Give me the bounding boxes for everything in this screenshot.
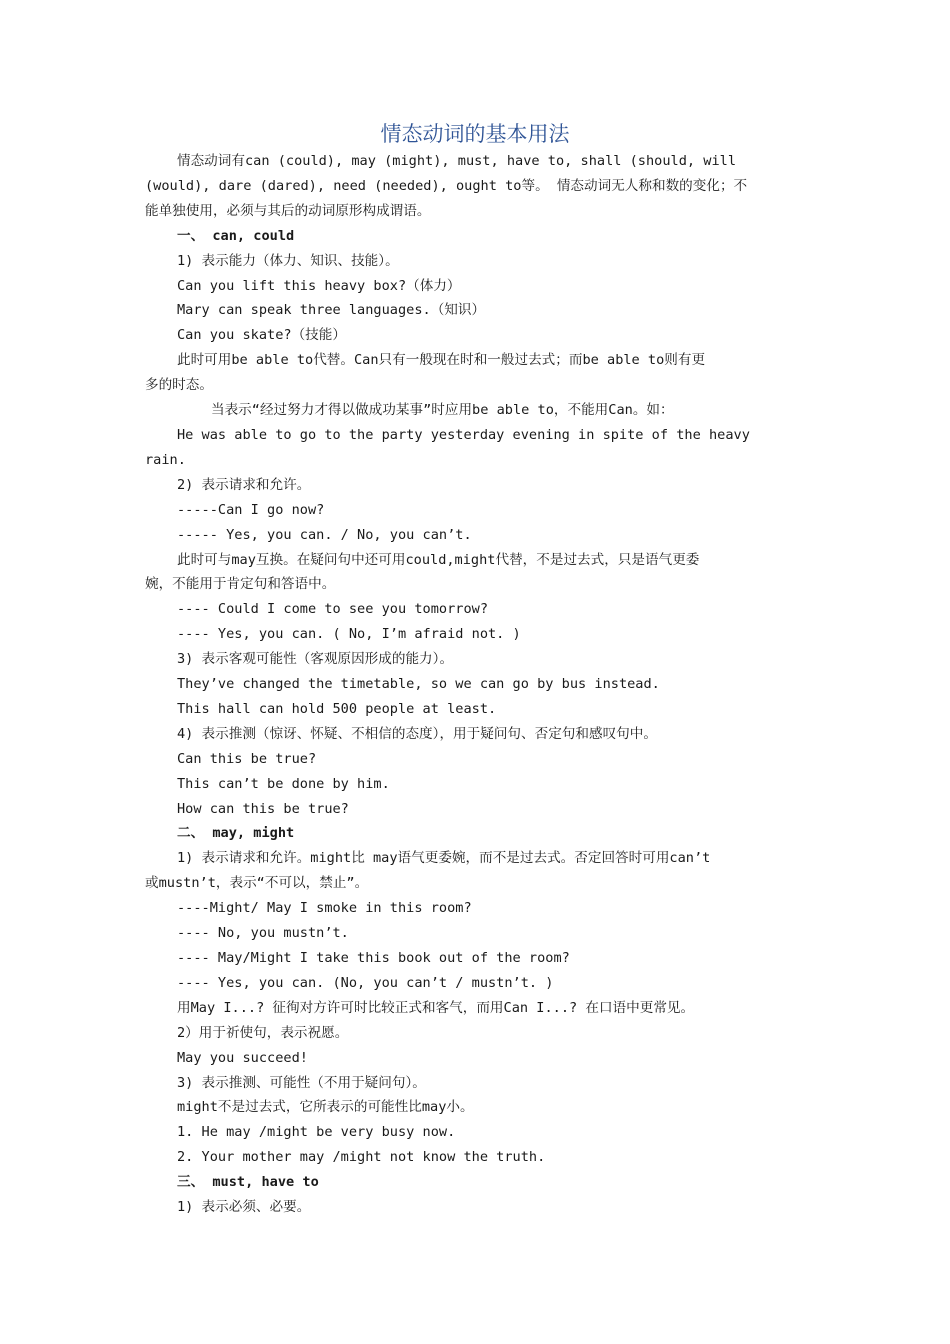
text-line: Can this be true?	[177, 750, 317, 767]
text-line: 多的时态。	[145, 377, 213, 394]
text-line: 此时可用be able to代替。Can只有一般现在时和一般过去式；而be able to则有更	[177, 352, 706, 369]
text-line: This can’t be done by him.	[177, 775, 390, 792]
text-line: ---- Yes, you can. (No, you can’t / mustn’t. )	[177, 974, 554, 991]
document-title: 情态动词的基本用法	[380, 122, 570, 146]
text-line: ----Might/ May I smoke in this room?	[177, 900, 472, 917]
text-line: 2）用于祈使句，表示祝愿。	[177, 1024, 349, 1041]
text-line: 1) 表示必须、必要。	[177, 1199, 311, 1216]
text-line: ---- Yes, you can. ( No, I’m afraid not. )	[177, 626, 521, 643]
text-line: 用May I...? 征徇对方许可时比较正式和客气，而用Can I...? 在口语中更常见。	[177, 999, 695, 1016]
text-line: 能单独使用，必须与其后的动词原形构成谓语。	[145, 202, 431, 219]
text-line: 情态动词有can (could), may (might), must, have to, shall (should, will	[177, 153, 737, 169]
text-line: 此时可与may互换。在疑问句中还可用could,might代替，不是过去式，只是语气更委	[177, 551, 700, 568]
text-line: This hall can hold 500 people at least.	[177, 700, 497, 717]
text-line: How can this be true?	[177, 800, 349, 817]
text-line: 3) 表示推测、可能性（不用于疑问句）。	[177, 1074, 426, 1091]
text-line: 2. Your mother may /might not know the truth.	[177, 1149, 546, 1166]
text-line: 3) 表示客观可能性（客观原因形成的能力）。	[177, 651, 454, 668]
text-line: 1) 表示能力（体力、知识、技能）。	[177, 252, 399, 269]
text-line: 一、 can, could	[177, 227, 295, 244]
text-line: (would), dare (dared), need (needed), ought to等。 情态动词无人称和数的变化；不	[145, 177, 748, 194]
text-line: Can you lift this heavy box?（体力）	[177, 277, 461, 294]
text-line: 或mustn’t，表示“不可以，禁止”。	[145, 875, 369, 892]
text-line: 婉，不能用于肯定句和答语中。	[145, 576, 336, 593]
text-line: They’ve changed the timetable, so we can go by bus instead.	[177, 676, 660, 693]
text-line: ---- No, you mustn’t.	[177, 925, 349, 942]
text-line: ----- Yes, you can. / No, you can’t.	[177, 526, 472, 543]
text-line: He was able to go to the party yesterday evening in spite of the heavy	[177, 426, 750, 443]
text-line: ---- Could I come to see you tomorrow?	[177, 601, 488, 618]
text-line: Mary can speak three languages.（知识）	[177, 302, 486, 319]
text-line: 1. He may /might be very busy now.	[177, 1124, 456, 1141]
text-line: might不是过去式，它所表示的可能性比may小。	[177, 1099, 474, 1116]
text-line: May you succeed!	[177, 1049, 308, 1066]
text-line: ---- May/Might I take this book out of the room?	[177, 950, 570, 966]
text-line: 2) 表示请求和允许。	[177, 476, 311, 493]
text-line: 三、 must, have to	[177, 1174, 319, 1191]
text-line: -----Can I go now?	[177, 501, 325, 518]
text-line: 1) 表示请求和允许。might比 may语气更委婉，而不是过去式。否定回答时可用can’t	[177, 850, 711, 867]
text-line: Can you skate?（技能）	[177, 327, 346, 344]
document-body	[145, 149, 810, 1220]
text-line: 二、 may, might	[177, 825, 295, 842]
text-line: rain.	[145, 451, 186, 468]
text-line: 4) 表示推测（惊讶、怀疑、不相信的态度），用于疑问句、否定句和感叹句中。	[177, 725, 657, 742]
text-line: 当表示“经过努力才得以做成功某事”时应用be able to，不能用Can。如：	[211, 402, 674, 419]
